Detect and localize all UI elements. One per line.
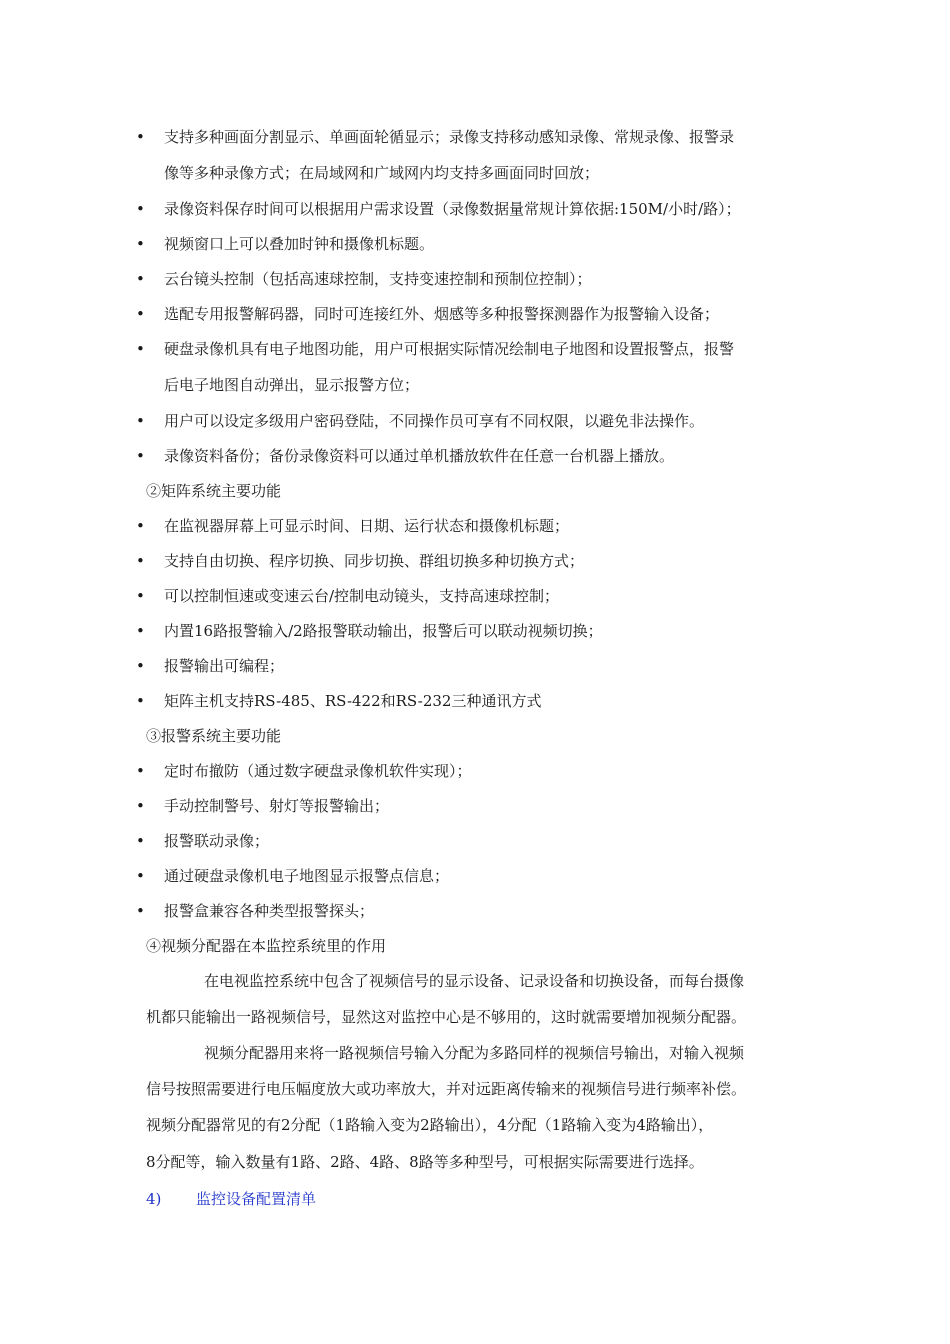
bullet-dot-icon: • xyxy=(136,200,145,218)
line-text: 用户可以设定多级用户密码登陆，不同操作员可享有不同权限，以避免非法操作。 xyxy=(164,412,705,430)
line-text: 在监视器屏幕上可显示时间、日期、运行状态和摄像机标题； xyxy=(164,517,570,535)
bullet-item xyxy=(0,404,950,439)
bullet-item xyxy=(0,332,950,367)
line-text: ③报警系统主要功能 xyxy=(146,727,282,745)
line-text: 支持多种画面分割显示、单画面轮循显示；录像支持移动感知录像、常规录像、报警录 xyxy=(164,128,735,146)
bullet-item xyxy=(0,859,950,894)
line-text: ②矩阵系统主要功能 xyxy=(146,482,282,500)
line-text: 报警输出可编程； xyxy=(164,657,285,675)
bullet-dot-icon: • xyxy=(136,657,145,675)
bullet-item xyxy=(0,439,950,474)
bullet-dot-icon: • xyxy=(136,128,145,146)
paragraph-line xyxy=(0,1072,950,1107)
line-text: ④视频分配器在本监控系统里的作用 xyxy=(146,937,387,955)
bullet-item xyxy=(0,824,950,859)
bullet-dot-icon: • xyxy=(136,762,145,780)
bullet-dot-icon: • xyxy=(136,552,145,570)
bullet-item xyxy=(0,227,950,262)
line-text: 视频分配器常见的有2分配（1路输入变为2路输出），4分配（1路输入变为4路输出）， xyxy=(146,1116,714,1134)
bullet-item xyxy=(0,894,950,929)
bullet-dot-icon: • xyxy=(136,517,145,535)
bullet-item xyxy=(0,579,950,614)
line-text: 后电子地图自动弹出，显示报警方位； xyxy=(164,376,420,394)
paragraph-line xyxy=(0,1145,950,1180)
subsection-heading xyxy=(0,719,950,754)
line-text: 报警联动录像； xyxy=(164,832,270,850)
line-text: 选配专用报警解码器，同时可连接红外、烟感等多种报警探测器作为报警输入设备； xyxy=(164,305,720,323)
bullet-item xyxy=(0,262,950,297)
bullet-dot-icon: • xyxy=(136,587,145,605)
paragraph-first-line xyxy=(0,1036,950,1071)
line-text: 定时布撤防（通过数字硬盘录像机软件实现）； xyxy=(164,762,472,780)
line-text: 通过硬盘录像机电子地图显示报警点信息； xyxy=(164,867,450,885)
bullet-dot-icon: • xyxy=(136,902,145,920)
bullet-dot-icon: • xyxy=(136,797,145,815)
bullet-dot-icon: • xyxy=(136,832,145,850)
bullet-item xyxy=(0,544,950,579)
bullet-item xyxy=(0,120,950,155)
line-text: 视频分配器用来将一路视频信号输入分配为多路同样的视频信号输出，对输入视频 xyxy=(204,1044,745,1062)
line-text: 视频窗口上可以叠加时钟和摄像机标题。 xyxy=(164,235,435,253)
section-title: 监控设备配置清单 xyxy=(196,1190,317,1208)
bullet-item xyxy=(0,789,950,824)
bullet-dot-icon: • xyxy=(136,305,145,323)
line-text: 像等多种录像方式；在局域网和广域网内均支持多画面同时回放； xyxy=(164,164,600,182)
line-text: 信号按照需要进行电压幅度放大或功率放大，并对远距离传输来的视频信号进行频率补偿。 xyxy=(146,1080,747,1098)
bullet-dot-icon: • xyxy=(136,270,145,288)
bullet-dot-icon: • xyxy=(136,412,145,430)
line-text: 在电视监控系统中包含了视频信号的显示设备、记录设备和切换设备，而每台摄像 xyxy=(204,972,745,990)
bullet-item xyxy=(0,649,950,684)
bullet-dot-icon: • xyxy=(136,447,145,465)
bullet-item xyxy=(0,509,950,544)
bullet-item xyxy=(0,192,950,227)
line-text: 矩阵主机支持RS-485、RS-422和RS-232三种通讯方式 xyxy=(164,692,542,710)
section-heading xyxy=(0,1182,950,1217)
section-number: 4) xyxy=(146,1190,162,1208)
line-text: 手动控制警号、射灯等报警输出； xyxy=(164,797,390,815)
line-text: 可以控制恒速或变速云台/控制电动镜头，支持高速球控制； xyxy=(164,587,560,605)
bullet-item-continuation xyxy=(0,156,950,191)
subsection-heading xyxy=(0,474,950,509)
line-text: 报警盒兼容各种类型报警探头； xyxy=(164,902,375,920)
bullet-item xyxy=(0,614,950,649)
bullet-dot-icon: • xyxy=(136,235,145,253)
line-text: 8分配等，输入数量有1路、2路、4路、8路等多种型号，可根据实际需要进行选择。 xyxy=(146,1153,704,1171)
bullet-dot-icon: • xyxy=(136,692,145,710)
bullet-dot-icon: • xyxy=(136,867,145,885)
paragraph-line xyxy=(0,1000,950,1035)
line-text: 机都只能输出一路视频信号，显然这对监控中心是不够用的，这时就需要增加视频分配器。 xyxy=(146,1008,747,1026)
line-text: 云台镜头控制（包括高速球控制，支持变速控制和预制位控制）； xyxy=(164,270,592,288)
line-text: 录像资料保存时间可以根据用户需求设置（录像数据量常规计算依据:150M/小时/路）； xyxy=(164,200,741,218)
line-text: 支持自由切换、程序切换、同步切换、群组切换多种切换方式； xyxy=(164,552,585,570)
paragraph-first-line xyxy=(0,964,950,999)
bullet-item xyxy=(0,297,950,332)
bullet-item xyxy=(0,684,950,719)
bullet-dot-icon: • xyxy=(136,622,145,640)
line-text: 内置16路报警输入/2路报警联动输出，报警后可以联动视频切换； xyxy=(164,622,603,640)
bullet-item-continuation xyxy=(0,368,950,403)
subsection-heading xyxy=(0,929,950,964)
line-text: 录像资料备份；备份录像资料可以通过单机播放软件在任意一台机器上播放。 xyxy=(164,447,675,465)
bullet-dot-icon: • xyxy=(136,340,145,358)
bullet-item xyxy=(0,754,950,789)
paragraph-line xyxy=(0,1108,950,1143)
line-text: 硬盘录像机具有电子地图功能，用户可根据实际情况绘制电子地图和设置报警点，报警 xyxy=(164,340,735,358)
